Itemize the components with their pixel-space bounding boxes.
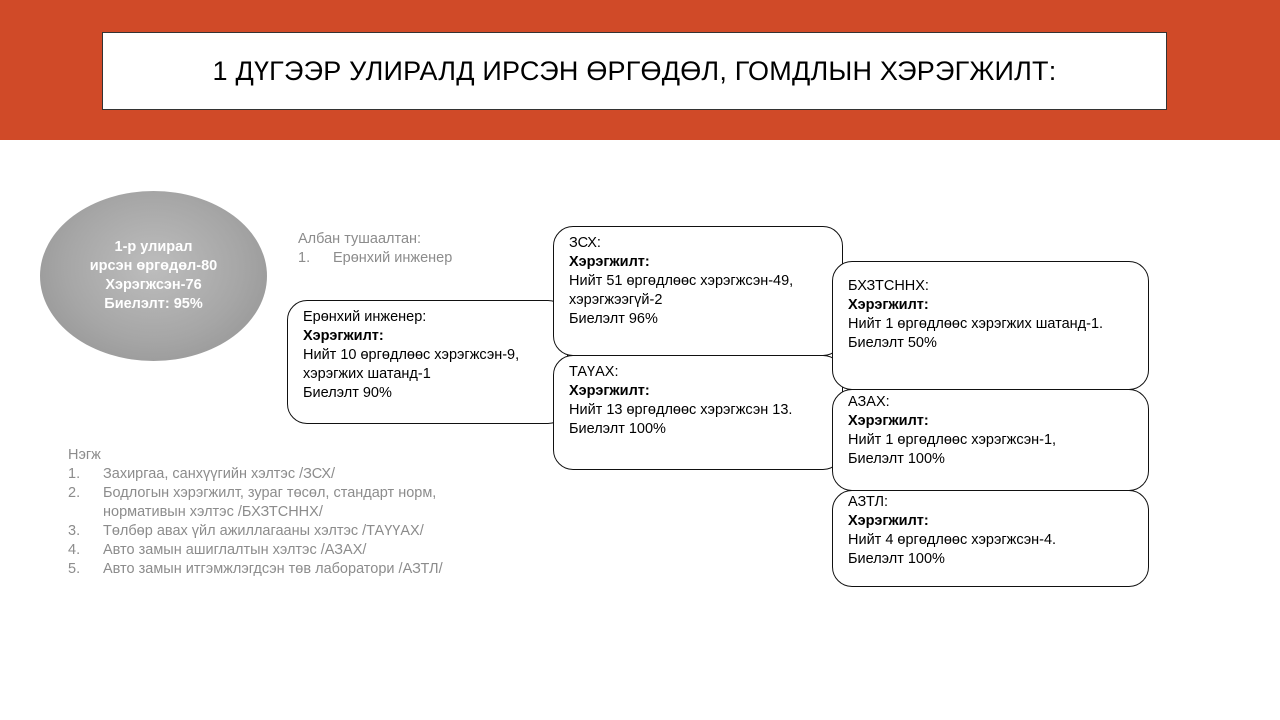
- list-item: [68, 465, 473, 484]
- list-item-number: 4.: [68, 542, 81, 558]
- card-chief-engineer: [287, 300, 568, 424]
- card-name: БХЗТСННХ:: [848, 278, 929, 294]
- list-item: [298, 249, 452, 268]
- list-item: [68, 522, 473, 541]
- card-rate: Биелэлт 100%: [569, 421, 666, 437]
- card-tauh: [553, 355, 843, 470]
- officials-list: [298, 230, 452, 268]
- list-item-text: Авто замын ашиглалтын хэлтэс /АЗАХ/: [103, 542, 367, 558]
- list-item-text: Төлбөр авах үйл ажиллагааны хэлтэс /ТАҮҮАХ/: [103, 523, 424, 539]
- officials-heading: Албан тушаалтан:: [298, 231, 422, 247]
- card-rate: Биелэлт 50%: [848, 335, 937, 351]
- page-title: 1 ДҮГЭЭР УЛИРАЛД ИРСЭН ӨРГӨДӨЛ, ГОМДЛЫН ХЭРЭГЖИЛТ:: [102, 32, 1167, 110]
- card-label: Хэрэгжилт:: [569, 254, 650, 270]
- card-line: Нийт 13 өргөдлөөс хэрэгжсэн 13.: [569, 402, 793, 418]
- card-name: АЗАХ:: [848, 394, 890, 410]
- card-line: Нийт 1 өргөдлөөс хэрэгжсэн-1,: [848, 432, 1057, 448]
- card-bhztsnnh: [832, 261, 1149, 390]
- card-name: АЗТЛ:: [848, 494, 889, 510]
- card-rate: Биелэлт 96%: [569, 311, 658, 327]
- card-rate: Биелэлт 100%: [848, 451, 945, 467]
- card-label: Хэрэгжилт:: [569, 383, 650, 399]
- list-item: [68, 484, 473, 522]
- summary-oval: [40, 191, 267, 361]
- card-name: ЗСХ:: [569, 235, 601, 251]
- card-rate: Биелэлт 90%: [303, 385, 392, 401]
- card-name: Ерөнхий инженер:: [303, 309, 427, 325]
- card-line: хэрэгжээгүй-2: [569, 292, 663, 308]
- list-item-number: 3.: [68, 523, 81, 539]
- summary-line-received: ирсэн өргөдөл-80: [89, 258, 218, 274]
- list-item: [68, 541, 473, 560]
- card-zsh: [553, 226, 843, 356]
- card-line: хэрэгжих шатанд-1: [303, 366, 431, 382]
- card-azah: [832, 389, 1149, 491]
- summary-line-quarter: 1-р улирал: [114, 239, 193, 255]
- card-line: Нийт 51 өргөдлөөс хэрэгжсэн-49,: [569, 273, 794, 289]
- card-label: Хэрэгжилт:: [848, 297, 929, 313]
- list-item-number: 5.: [68, 561, 81, 577]
- card-line: Нийт 10 өргөдлөөс хэрэгжсэн-9,: [303, 347, 520, 363]
- card-line: Нийт 4 өргөдлөөс хэрэгжсэн-4.: [848, 532, 1057, 548]
- list-item-number: 2.: [68, 485, 81, 501]
- card-name: ТАҮАХ:: [569, 364, 619, 380]
- summary-line-rate: Биелэлт: 95%: [104, 296, 203, 312]
- card-label: Хэрэгжилт:: [848, 413, 929, 429]
- units-list: [68, 446, 473, 579]
- card-rate: Биелэлт 100%: [848, 551, 945, 567]
- card-line: Нийт 1 өргөдлөөс хэрэгжих шатанд-1.: [848, 316, 1104, 332]
- card-aztl: [832, 490, 1149, 587]
- list-item-text: Бодлогын хэрэгжилт, зураг төсөл, стандарт норм, нормативын хэлтэс /БХЗТСННХ/: [103, 485, 437, 520]
- summary-line-implemented: Хэрэгжсэн-76: [105, 277, 202, 293]
- list-item-text: Ерөнхий инженер: [333, 250, 453, 266]
- list-item-text: Захиргаа, санхүүгийн хэлтэс /ЗСХ/: [103, 466, 336, 482]
- list-item-number: 1.: [68, 466, 81, 482]
- list-item-number: 1.: [298, 250, 311, 266]
- card-label: Хэрэгжилт:: [303, 328, 384, 344]
- card-label: Хэрэгжилт:: [848, 513, 929, 529]
- units-heading: Нэгж: [68, 447, 101, 463]
- list-item-text: Авто замын итгэмжлэгдсэн төв лаборатори /АЗТЛ/: [103, 561, 443, 577]
- list-item: [68, 560, 473, 579]
- header-banner: [0, 0, 1280, 140]
